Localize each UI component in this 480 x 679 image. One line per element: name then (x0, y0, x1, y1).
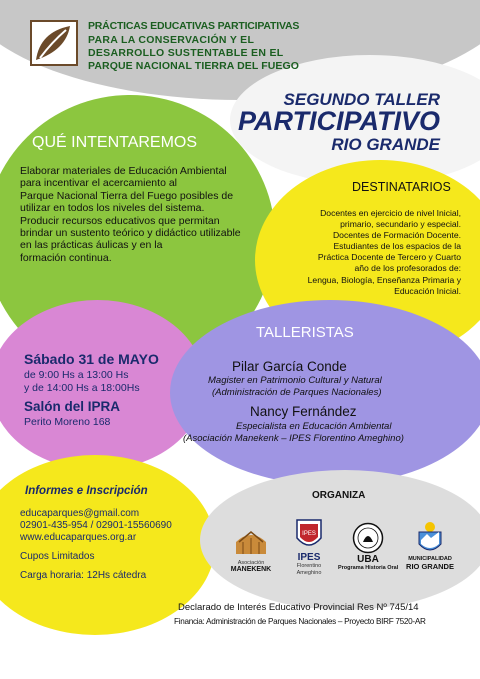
footer-line1: Declarado de Interés Educativo Provincial Res Nº 745/14 (178, 602, 419, 613)
manekenk-icon (231, 528, 271, 558)
logo-manekenk (226, 528, 276, 588)
informes-web[interactable]: www.educaparques.org.ar (20, 532, 137, 543)
logo-uba-line2: Programa Historia Oral (338, 565, 399, 571)
tallerista2-name: Nancy Fernández (250, 404, 357, 419)
header-line2: PARA LA CONSERVACIÓN Y EL (88, 34, 255, 46)
destinatarios-line: Lengua, Biología, Enseñanza Primaria y (307, 274, 461, 285)
fecha-address: Perito Moreno 168 (24, 416, 111, 428)
header-line1: PRÁCTICAS EDUCATIVAS PARTICIPATIVAS (88, 20, 300, 32)
logo-ipes-line1: IPES (297, 552, 321, 563)
destinatarios-line: año de los profesorados de: (354, 263, 461, 274)
leaf-logo (30, 20, 78, 66)
que-line: Producir recursos educativos que permitan (20, 214, 220, 227)
que-line: para incentivar el acercamiento al (20, 177, 177, 190)
footer-line2: Financia: Administración de Parques Nacionales – Proyecto BIRF 7520-AR (174, 617, 426, 626)
uba-icon (352, 522, 384, 554)
destinatarios-line: primario, secundario y especial. (340, 219, 461, 230)
logo-uba-line1: UBA (357, 554, 379, 565)
header-line4: PARQUE NACIONAL TIERRA DEL FUEGO (88, 60, 300, 72)
destinatarios-line: Práctica Docente de Tercero y Cuarto (317, 252, 461, 263)
informes-email[interactable]: educaparques@gmail.com (20, 508, 140, 519)
logo-ipes-line2: Florentino Ameghino (296, 563, 322, 576)
logo-manekenk-line2: MANEKENK (230, 566, 272, 573)
destinatarios-line: Educación Inicial. (394, 285, 461, 296)
fecha-time1: de 9:00 Hs a 13:00 Hs (24, 369, 129, 381)
svg-text:IPES: IPES (302, 531, 316, 537)
header-line3: DESARROLLO SUSTENTABLE EN EL (88, 47, 284, 59)
que-line: Elaborar materiales de Educación Ambiental (20, 165, 227, 177)
logo-ipes (282, 518, 336, 592)
organiza-heading: ORGANIZA (312, 490, 366, 501)
logo-municipalidad (398, 520, 462, 586)
tallerista2-role1: Especialista en Educación Ambiental (236, 421, 392, 432)
que-line: en las prácticas áulicas y en la (20, 239, 163, 252)
fecha-venue: Salón del IPRA (24, 399, 121, 414)
informes-cupos: Cupos Limitados (20, 551, 95, 562)
title-line3: RIO GRANDE (331, 135, 440, 154)
que-line: utilizar en todos los niveles del sistema. (20, 202, 205, 215)
que-line: Parque Nacional Tierra del Fuego posibles de (20, 189, 234, 202)
logo-uba (338, 522, 398, 588)
destinatarios-heading: DESTINATARIOS (352, 180, 451, 194)
que-heading: QUÉ INTENTAREMOS (32, 134, 198, 151)
logo-municipalidad-line1: MUNICIPALIDAD (408, 556, 452, 562)
logo-municipalidad-line2: RIO GRANDE (406, 562, 454, 571)
logo-manekenk-line1: Asociación (237, 560, 265, 566)
fecha-time2: y de 14:00 Hs a 18:00Hs (24, 382, 140, 394)
informes-heading: Informes e Inscripción (25, 485, 148, 497)
tallerista1-role1: Magister en Patrimonio Cultural y Natural (208, 375, 382, 386)
ipes-icon (295, 518, 323, 552)
destinatarios-line: Estudiantes de los espacios de la (333, 241, 461, 252)
talleristas-heading: TALLERISTAS (256, 324, 354, 341)
tallerista1-role2: (Administración de Parques Nacionales) (212, 387, 382, 398)
title-line2: PARTICIPATIVO (237, 106, 440, 136)
informes-carga: Carga horaria: 12Hs cátedra (20, 570, 147, 581)
destinatarios-body (308, 208, 461, 297)
destinatarios-line: Docentes de Formación Docente. (332, 230, 461, 241)
informes-phones: 02901-435-954 / 02901-15560690 (20, 520, 172, 531)
que-line: brindar un sustento teórico y didáctico utilizable (20, 227, 241, 240)
tallerista2-role2: (Asociación Manekenk – IPES Florentino Ameghino) (183, 433, 404, 444)
que-body (20, 165, 241, 264)
title-line1: SEGUNDO TALLER (283, 90, 440, 109)
que-line: formación continua. (20, 251, 112, 264)
tallerista1-name: Pilar García Conde (232, 359, 347, 374)
destinatarios-line: Docentes en ejercicio de nivel Inicial, (320, 208, 461, 218)
municipalidad-icon (415, 520, 445, 556)
fecha-day: Sábado 31 de MAYO (24, 351, 159, 367)
